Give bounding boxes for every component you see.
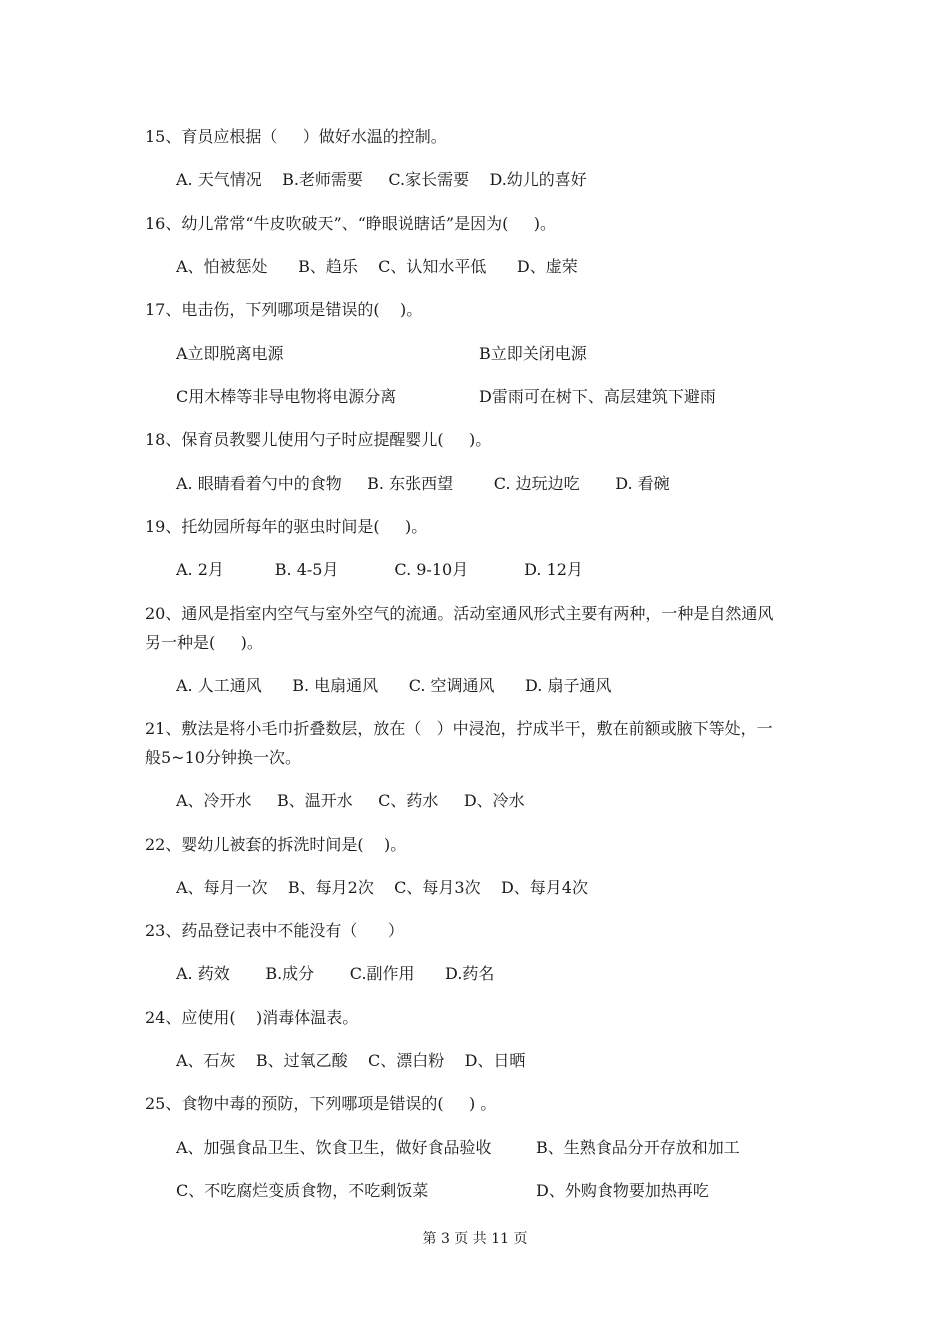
question-17-option-c: C用木棒等非导电物将电源分离 — [176, 387, 397, 406]
question-23: 23、药品登记表中不能没有（ ） — [145, 921, 404, 940]
question-15-options: A. 天气情况 B.老师需要 C.家长需要 D.幼儿的喜好 — [176, 170, 587, 189]
question-25-option-b: B、生熟食品分开存放和加工 — [536, 1138, 740, 1157]
question-17-option-b: B立即关闭电源 — [479, 344, 587, 363]
question-21: 21、敷法是将小毛巾折叠数层，放在（ ）中浸泡，拧成半干，敷在前额或腋下等处，一 — [145, 719, 773, 738]
question-17-option-a: A立即脱离电源 — [176, 344, 284, 363]
question-20-cont: 另一种是( )。 — [145, 633, 263, 652]
question-19: 19、托幼园所每年的驱虫时间是( )。 — [145, 517, 428, 536]
question-17: 17、电击伤，下列哪项是错误的( )。 — [145, 300, 423, 319]
question-16-options: A、怕被惩处 B、趋乐 C、认知水平低 D、虚荣 — [176, 257, 578, 276]
question-25-option-d: D、外购食物要加热再吃 — [536, 1181, 709, 1200]
question-22-options: A、每月一次 B、每月2次 C、每月3次 D、每月4次 — [176, 878, 588, 897]
question-19-options: A. 2月 B. 4-5月 C. 9-10月 D. 12月 — [176, 560, 583, 579]
question-25-option-a: A、加强食品卫生、饮食卫生，做好食品验收 — [176, 1138, 492, 1157]
question-24: 24、应使用( )消毒体温表。 — [145, 1008, 359, 1027]
question-17-option-d: D雷雨可在树下、高层建筑下避雨 — [479, 387, 716, 406]
question-25-option-c: C、不吃腐烂变质食物，不吃剩饭菜 — [176, 1181, 429, 1200]
question-18: 18、保育员教婴儿使用勺子时应提醒婴儿( )。 — [145, 430, 492, 449]
question-24-options: A、石灰 B、过氧乙酸 C、漂白粉 D、日晒 — [176, 1051, 526, 1070]
question-16: 16、幼儿常常“牛皮吹破天”、“睁眼说瞎话”是因为( )。 — [145, 214, 556, 233]
question-20: 20、通风是指室内空气与室外空气的流通。活动室通风形式主要有两种，一种是自然通风 — [145, 604, 774, 623]
question-20-options: A. 人工通风 B. 电扇通风 C. 空调通风 D. 扇子通风 — [176, 676, 612, 695]
question-18-options: A. 眼睛看着勺中的食物 B. 东张西望 C. 边玩边吃 D. 看碗 — [176, 474, 670, 493]
question-21-cont: 般5~10分钟换一次。 — [145, 748, 301, 767]
question-21-options: A、冷开水 B、温开水 C、药水 D、冷水 — [176, 791, 525, 810]
question-15: 15、育员应根据（ ）做好水温的控制。 — [145, 127, 447, 146]
question-23-options: A. 药效 B.成分 C.副作用 D.药名 — [176, 964, 495, 983]
page-footer: 第 3 页 共 11 页 — [422, 1231, 528, 1247]
question-25: 25、食物中毒的预防，下列哪项是错误的( ) 。 — [145, 1094, 497, 1113]
question-22: 22、婴幼儿被套的拆洗时间是( )。 — [145, 835, 407, 854]
